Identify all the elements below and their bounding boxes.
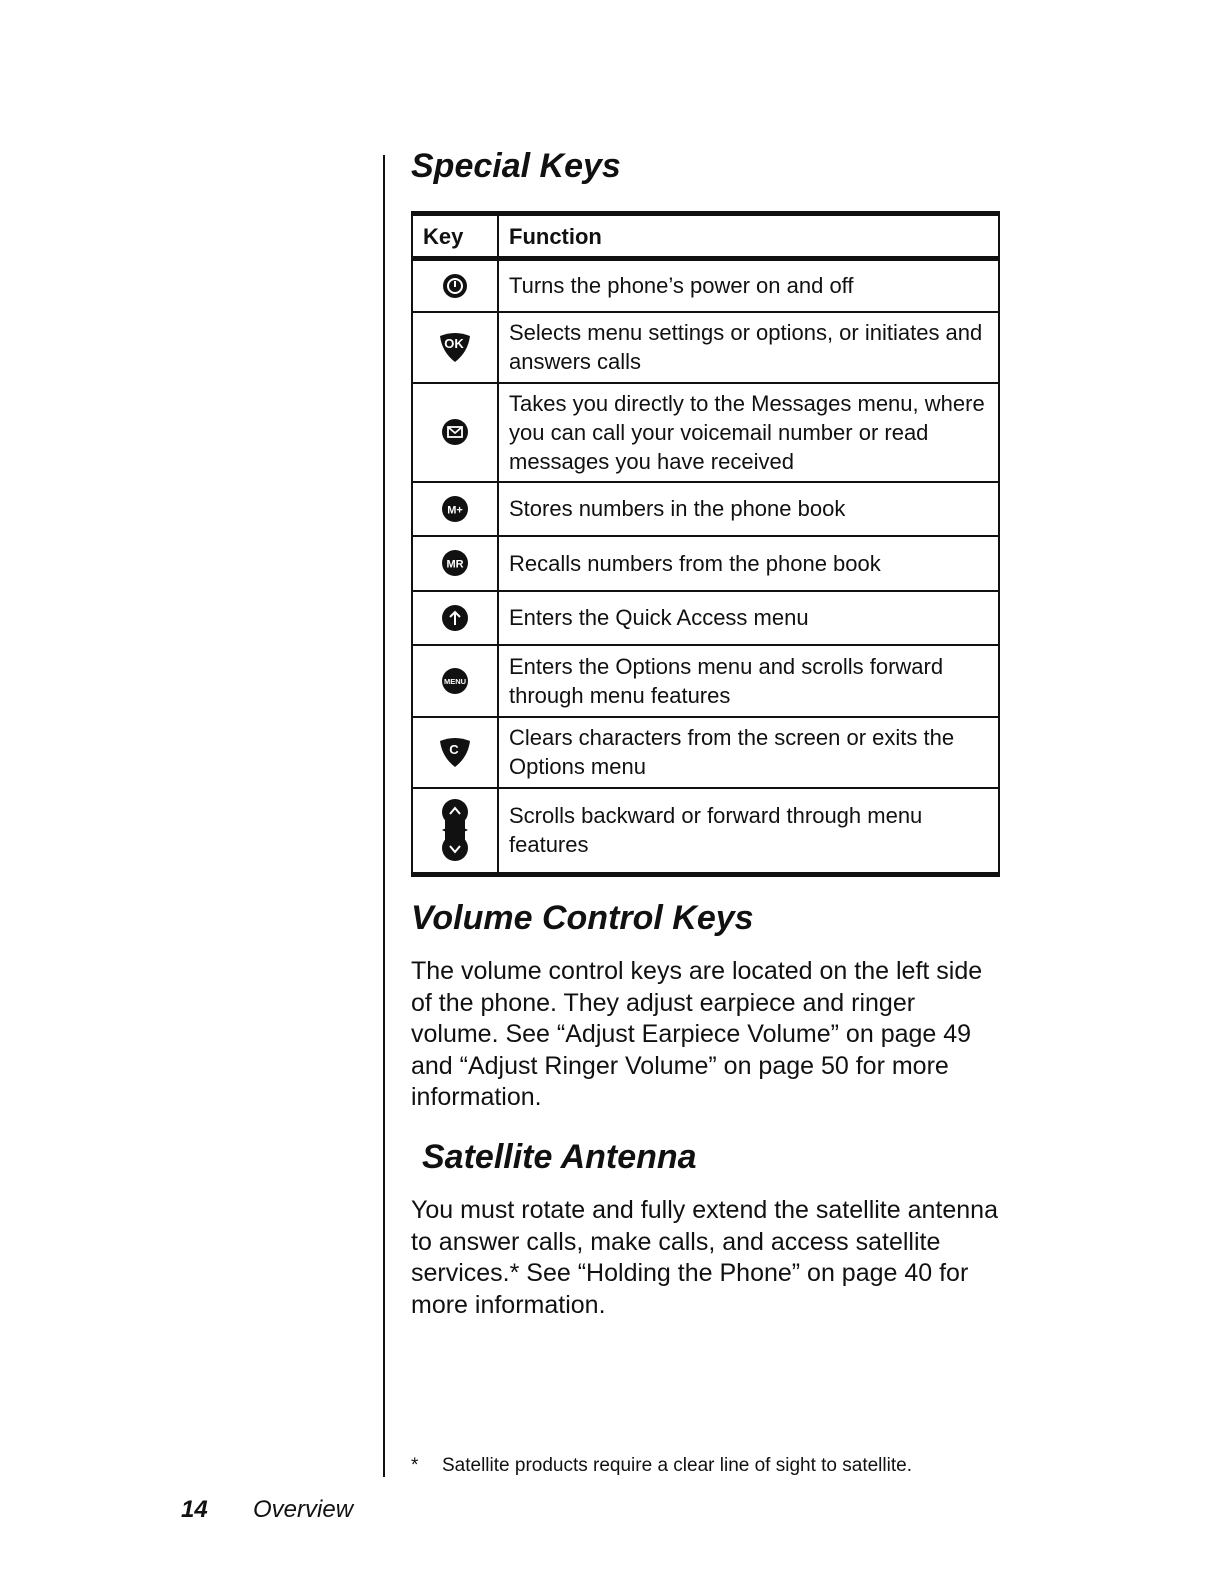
- key-cell: [412, 717, 498, 788]
- svg-text:OK: OK: [444, 336, 464, 351]
- scroll-key-icon: [437, 798, 473, 862]
- function-cell: Enters the Options menu and scrolls forward through menu features: [498, 645, 999, 717]
- function-cell: Selects menu settings or options, or initiates and answers calls: [498, 312, 999, 383]
- key-cell: [412, 312, 498, 383]
- mr-icon-label: MR: [446, 558, 464, 571]
- table-row: [412, 482, 999, 536]
- mr-key-icon: [441, 549, 469, 577]
- footnote: [411, 1455, 912, 1477]
- table-row: [412, 312, 999, 383]
- messages-key-icon: [441, 418, 469, 446]
- key-cell: [412, 482, 498, 536]
- section-title-special-keys: Special Keys: [411, 147, 621, 185]
- table-row: [412, 383, 999, 482]
- key-cell: [412, 259, 498, 312]
- key-cell: [412, 591, 498, 645]
- key-cell: [412, 645, 498, 717]
- volume-keys-paragraph: The volume control keys are located on the left side of the phone. They adjust earpiece and ringer volume. See “Adjust Earpiece Volume” on page 49 and “Adjust Ringer Volume” on page 50 for more information.: [411, 957, 983, 1111]
- function-cell: Clears characters from the screen or exits the Options menu: [498, 717, 999, 788]
- key-cell: [412, 536, 498, 591]
- function-cell: Stores numbers in the phone book: [498, 482, 999, 536]
- power-key-icon: [441, 272, 469, 300]
- footnote-marker: *: [411, 1455, 419, 1476]
- function-cell: Enters the Quick Access menu: [498, 591, 999, 645]
- function-cell: Scrolls backward or forward through menu features: [498, 788, 999, 875]
- key-cell: [412, 383, 498, 482]
- header-key: Key: [412, 214, 498, 259]
- table-row: [412, 788, 999, 875]
- clear-key-icon: [438, 735, 472, 769]
- menu-key-icon: [441, 667, 469, 695]
- table-row: [412, 591, 999, 645]
- key-cell: [412, 788, 498, 875]
- satellite-antenna-paragraph: You must rotate and fully extend the satellite antenna to answer calls, make calls, and access satellite services.* See “Holding the Phone” on page 40 for more information.: [411, 1196, 998, 1319]
- section-title-satellite-antenna: Satellite Antenna: [422, 1138, 697, 1176]
- function-cell: Turns the phone’s power on and off: [498, 259, 999, 312]
- ok-key-icon: [438, 330, 472, 364]
- clear-icon-label: C: [449, 742, 459, 757]
- table-row: [412, 536, 999, 591]
- header-function: Function: [498, 214, 999, 259]
- special-keys-table: [411, 211, 1000, 877]
- m-plus-icon-label: M+: [447, 504, 463, 516]
- margin-rule: [383, 155, 385, 1477]
- table-row: [412, 717, 999, 788]
- quick-access-key-icon: [441, 604, 469, 632]
- m-plus-key-icon: [441, 495, 469, 523]
- page-number: 14: [181, 1496, 208, 1523]
- function-cell: Takes you directly to the Messages menu, where you can call your voicemail number or read messages you have received: [498, 383, 999, 482]
- footnote-text: Satellite products require a clear line of sight to satellite.: [442, 1455, 912, 1476]
- menu-icon-label: MENU: [443, 676, 467, 686]
- table-row: [412, 645, 999, 717]
- section-title-volume-keys: Volume Control Keys: [411, 899, 754, 937]
- section-name: Overview: [253, 1496, 354, 1523]
- function-cell: Recalls numbers from the phone book: [498, 536, 999, 591]
- table-row: [412, 259, 999, 312]
- table-header-row: [412, 214, 999, 259]
